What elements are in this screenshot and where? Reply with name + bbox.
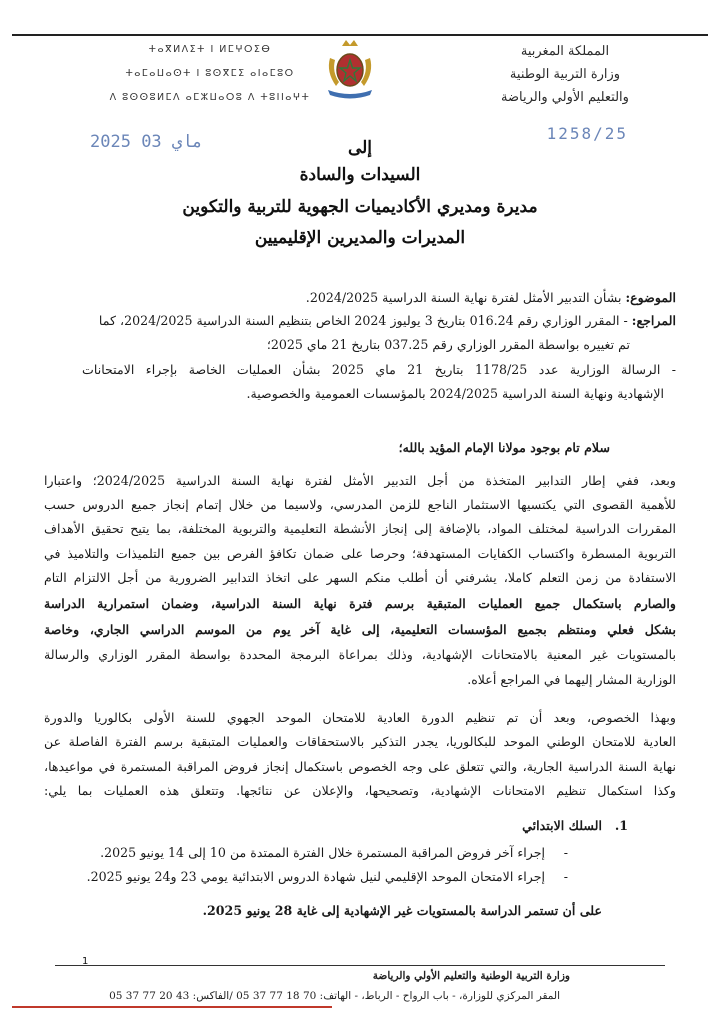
- reference-text: الإشهادية ونهاية السنة الدراسية 2024/2025 بالمؤسسات العمومية والخصوصية.: [246, 386, 664, 401]
- paragraph-line-bold: بشكل فعلي ومنتظم بجميع المؤسسات التعليمية، إلى غاية آخر يوم من الموسم الدراسي الجاري، وخاصة: [44, 622, 676, 637]
- list-item: إجراء آخر فروض المراقبة المستمرة خلال الفترة الممتدة من 10 إلى 14 يونيو 2025.: [100, 845, 545, 860]
- header-top-rule: [12, 34, 708, 36]
- paragraph-line: وكذا استكمال تنظيم الامتحانات الإشهادية، وتصحيحها، والإعلان عن نتائجها. وتتعلق هذه العمليات بما يلي:: [44, 783, 676, 798]
- reference-text: تم تغييره بواسطة المقرر الوزاري رقم 037.25 بتاريخ 21 ماي 2025؛: [266, 337, 630, 352]
- paragraph-line: وبعد، ففي إطار التدابير المتخذة من أجل التدبير الأمثل لفترة نهاية السنة الدراسية 2024/2025؛ واعتبارا: [44, 473, 676, 488]
- reference-number-stamp: 1258/25: [546, 124, 628, 143]
- addressee-to: إلى: [347, 138, 373, 158]
- footer-ministry: وزارة التربية الوطنية والتعليم الأولي والرياضة: [372, 970, 570, 982]
- paragraph-line: الوزارية المشار إليهما في المراجع أعلاه.: [467, 672, 676, 687]
- reference-1: [44, 313, 676, 328]
- addressee-line: مديرة ومديري الأكاديميات الجهوية للتربية والتكوين: [182, 197, 538, 217]
- header-tifinagh: [90, 38, 330, 110]
- subject-label: الموضوع:: [625, 290, 676, 305]
- footer-address: المقر المركزي للوزارة، - باب الرواح - الرباط، - الهاتف: 70 18 77 37 05 /الفاكس: 43 20 77 37 05: [109, 990, 560, 1002]
- paragraph-line: التربوية المسطرة واكتساب الكفايات المستهدفة؛ وحرصا على ضمان تكافؤ الفرص بين جميع التلميذات والتلاميذ في: [44, 546, 676, 561]
- reference-text: - الرسالة الوزارية عدد 1178/25 بتاريخ 21 ماي 2025 بشأن العمليات الخاصة بإجراء الامتحانات: [82, 362, 676, 377]
- addressee-line: السيدات والسادة: [299, 165, 421, 185]
- subject-text: بشأن التدبير الأمثل لفترة نهاية السنة الدراسية 2024/2025.: [305, 290, 626, 305]
- subject: [44, 290, 676, 305]
- paragraph-line-bold: والصارم باستكمال جميع العمليات المتبقية برسم فترة نهاية السنة الدراسية، وضمان استمرارية الدراسة: [44, 596, 676, 611]
- paragraph-line: بالمستويات غير المعنية بالامتحانات الإشهادية، وذلك بمراعاة البرمجة المحددة بواسطة المقرر الوزاري والرسالة: [44, 647, 676, 662]
- references-label: المراجع:: [631, 313, 676, 328]
- greeting: سلام تام بوجود مولانا الإمام المؤيد بالله؛: [398, 440, 610, 455]
- section-closing: على أن تستمر الدراسة بالمستويات غير الإشهادية إلى غاية 28 يونيو 2025.: [202, 903, 602, 918]
- section-number: 1.: [614, 818, 628, 833]
- reference-text: - المقرر الوزاري رقم 016.24 بتاريخ 3 يوليوز 2024 الخاص بتنظيم السنة الدراسية 2024/2025، كما: [98, 313, 632, 328]
- header-arabic-line: والتعليم الأولي والرياضة: [501, 90, 629, 105]
- date-stamp: 2025 ماي 03: [90, 132, 203, 152]
- footer-accent-bar: [12, 1006, 332, 1008]
- header-arabic-line: وزارة التربية الوطنية: [509, 67, 621, 82]
- paragraph-line: المقررات الدراسية لمختلف المواد، بالإضافة إلى إنجاز الأنشطة التعليمية والتربوية المختلفة، بما يتيح تحقيق الأهداف: [44, 521, 676, 536]
- header-tifinagh-line: ⵜⴰⴳⵍⴷⵉⵜ ⵏ ⵍⵎⵖⵔⵉⴱ: [148, 44, 272, 55]
- list-bullet: -: [563, 845, 568, 860]
- header-tifinagh-line: ⵜⴰⵎⴰⵡⴰⵙⵜ ⵏ ⵓⵙⴳⵎⵉ ⴰⵏⴰⵎⵓⵔ: [125, 68, 295, 79]
- paragraph-line: العادية للامتحان الوطني الموحد للبكالوريا، يجدر التذكير بالاستحقاقات والعمليات المتبقية برسم الفترة الفاصلة عن: [44, 734, 676, 749]
- paragraph-line: نهاية السنة الدراسية الجارية، والتي تتعلق على وجه الخصوص باستكمال إنجاز فروض المراقبة المستمرة في مواعيدها،: [44, 759, 676, 774]
- addressee-line: المديرات والمديرين الإقليميين: [254, 228, 466, 248]
- footer-rule: [55, 965, 665, 966]
- paragraph-line: الاستفادة من زمن التعلم كاملا، يشرفني أن أطلب منكم السهر على اتخاذ التدابير الضرورية من أجل الالتزام التام: [44, 570, 676, 585]
- paragraph-line: وبهذا الخصوص، وبعد أن تم تنظيم الدورة العادية للامتحان الموحد الجهوي للسنة الأولى بكالوريا والدورة: [44, 710, 676, 725]
- page-number: 1: [82, 956, 89, 967]
- list-item: إجراء الامتحان الموحد الإقليمي لنيل شهادة الدروس الابتدائية يومي 23 و24 يونيو 2025.: [86, 869, 545, 884]
- header-tifinagh-line: ⴷ ⵓⵙⵙⵓⵍⵎⴷ ⴰⵎⵣⵡⴰⵔⵓ ⴷ ⵜⵓⵏⵏⴰⵖⵜ: [109, 92, 311, 103]
- section-title: السلك الابتدائي: [522, 818, 602, 833]
- header-arabic: [440, 40, 690, 109]
- paragraph-line: للأهمية القصوى التي يكتسيها الاستثمار الناجع للزمن المدرسي، ولاسيما من خلال إتمام إنجاز جميع الدروس حسب: [44, 497, 676, 512]
- list-bullet: -: [563, 869, 568, 884]
- header-arabic-line: المملكة المغربية: [520, 44, 610, 59]
